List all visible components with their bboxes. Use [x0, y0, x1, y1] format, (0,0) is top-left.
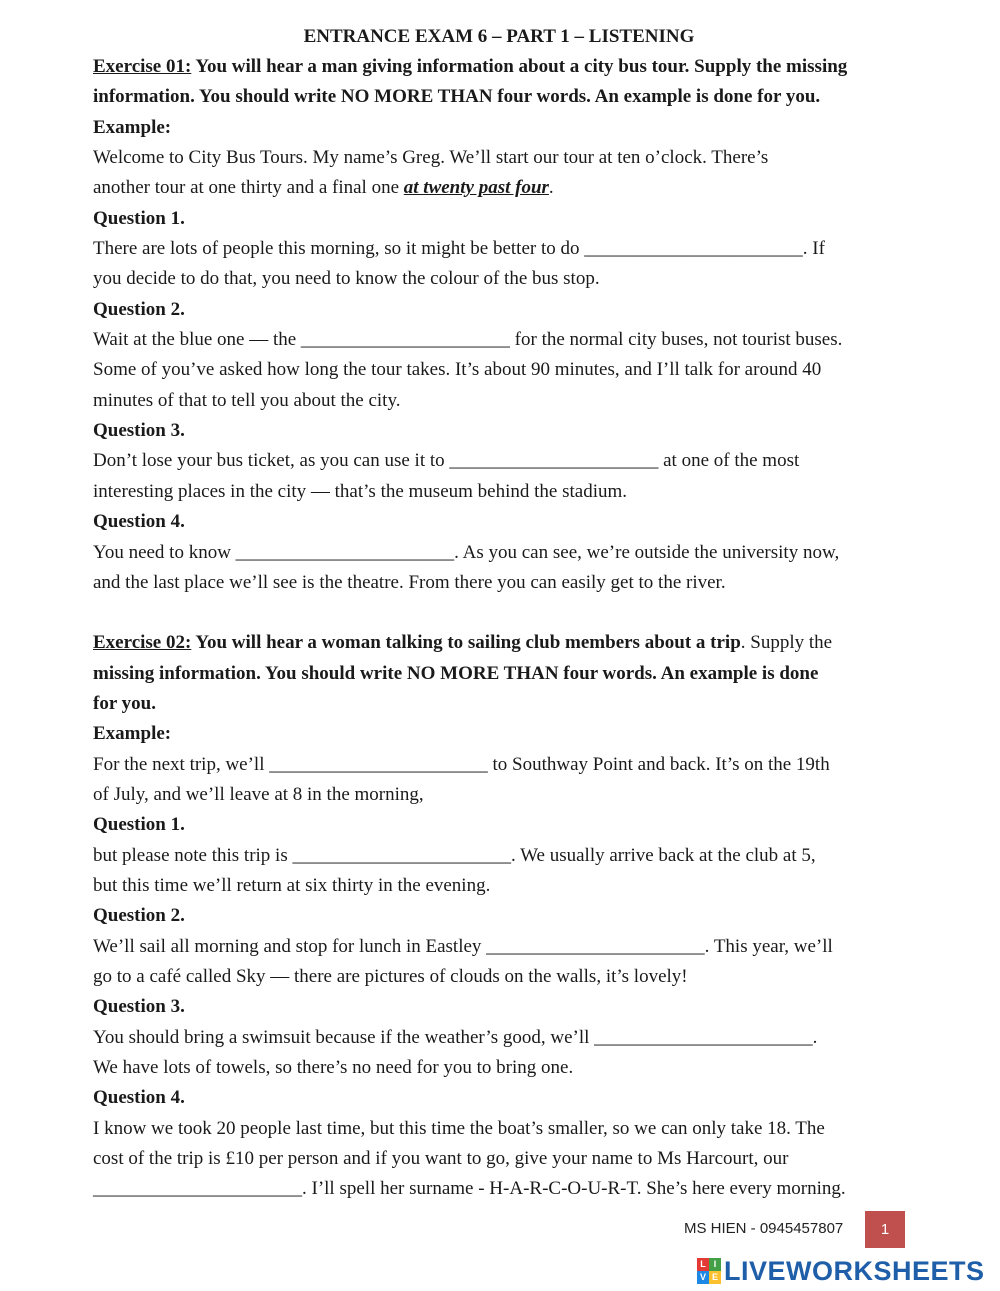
exercise1-example-line2: another tour at one thirty and a final one at twenty past four.: [93, 177, 554, 199]
exercise2-example-line2: of July, and we’ll leave at 8 in the morning,: [93, 783, 424, 805]
liveworksheets-wordmark: LIVEWORKSHEETS: [724, 1255, 985, 1286]
exercise1-label: Exercise 01:: [93, 56, 192, 77]
question-text: I know we took 20 people last time, but this time the boat’s smaller, so we can only take 18. The: [93, 1117, 825, 1139]
question-text: You need to know _______________________. As you can see, we’re outside the university now,: [93, 541, 840, 563]
example-answer: at twenty past four: [403, 177, 549, 199]
question-heading: Question 1.: [93, 814, 185, 836]
exercise1-instruction: Exercise 01: You will hear a man giving information about a city bus tour. Supply the missing: [93, 56, 848, 77]
question-text: We have lots of towels, so there’s no need for you to bring one.: [93, 1057, 574, 1078]
question-text: You should bring a swimsuit because if the weather’s good, we’ll _______________________.: [93, 1026, 818, 1048]
exercise1-example-heading: Example:: [93, 116, 172, 138]
question-heading: Question 2.: [93, 905, 185, 927]
page-title: ENTRANCE EXAM 6 – PART 1 – LISTENING: [303, 26, 695, 47]
question-text: and the last place we’ll see is the theatre. From there you can easily get to the river.: [93, 571, 726, 593]
page-number: 1: [865, 1211, 905, 1248]
question-text: Some of you’ve asked how long the tour takes. It’s about 90 minutes, and I’ll talk for around 40: [93, 359, 822, 381]
question-heading: Question 3.: [93, 996, 185, 1018]
exercise2-example-heading: Example:: [93, 723, 172, 745]
exercise2-instruction: Exercise 02: You will hear a woman talking to sailing club members about a trip. Supply the: [93, 632, 833, 654]
question-text: minutes of that to tell you about the city.: [93, 389, 401, 411]
question-text: We’ll sail all morning and stop for lunch in Eastley _______________________. This year, we’ll: [93, 935, 833, 957]
liveworksheets-logo: [697, 1256, 985, 1286]
question-text: but please note this trip is _______________________. We usually arrive back at the club at 5,: [93, 844, 816, 866]
exercise1-example-line1: Welcome to City Bus Tours. My name’s Greg. We’ll start our tour at ten o’clock. There’s: [93, 147, 769, 169]
question-heading: Question 3.: [93, 420, 185, 442]
logo-letter: E: [709, 1271, 721, 1284]
question-text: Don’t lose your bus ticket, as you can use it to ______________________ at one of the most: [93, 450, 800, 472]
question-text: interesting places in the city — that’s the museum behind the stadium.: [93, 480, 628, 502]
section-spacer: [93, 598, 905, 628]
exercise2-example-line1: For the next trip, we’ll _______________________ to Southway Point and back. It’s on the 19th: [93, 753, 830, 775]
logo-letter: L: [697, 1258, 709, 1271]
liveworksheets-icon: [697, 1258, 721, 1284]
exercise1-instruction-line2: information. You should write NO MORE THAN four words. An example is done for you.: [93, 86, 821, 108]
logo-letter: I: [709, 1258, 721, 1271]
question-text: but this time we’ll return at six thirty in the evening.: [93, 874, 491, 896]
question-text: go to a café called Sky — there are pictures of clouds on the walls, it’s lovely!: [93, 965, 688, 987]
exercise2-instruction-line3: for you.: [93, 692, 156, 714]
footer-author: MS HIEN - 0945457807: [684, 1220, 844, 1237]
question-text: you decide to do that, you need to know the colour of the bus stop.: [93, 268, 600, 290]
exercise2-label: Exercise 02:: [93, 632, 192, 654]
question-text: cost of the trip is £10 per person and if you want to go, give your name to Ms Harcourt, our: [93, 1148, 789, 1170]
question-text: There are lots of people this morning, so it might be better to do _______________________. If: [93, 238, 825, 260]
question-text: ______________________. I’ll spell her surname - H-A-R-C-O-U-R-T. She’s here every morning.: [93, 1178, 846, 1200]
logo-letter: V: [697, 1271, 709, 1284]
question-heading: Question 4.: [93, 511, 185, 533]
worksheet-page: [93, 22, 905, 1205]
question-heading: Question 1.: [93, 207, 185, 229]
question-text: Wait at the blue one — the ______________________ for the normal city buses, not tourist buses.: [93, 329, 843, 351]
exercise2-instruction-line2: missing information. You should write NO MORE THAN four words. An example is done: [93, 662, 819, 684]
question-heading: Question 4.: [93, 1087, 185, 1109]
question-heading: Question 2.: [93, 298, 185, 320]
